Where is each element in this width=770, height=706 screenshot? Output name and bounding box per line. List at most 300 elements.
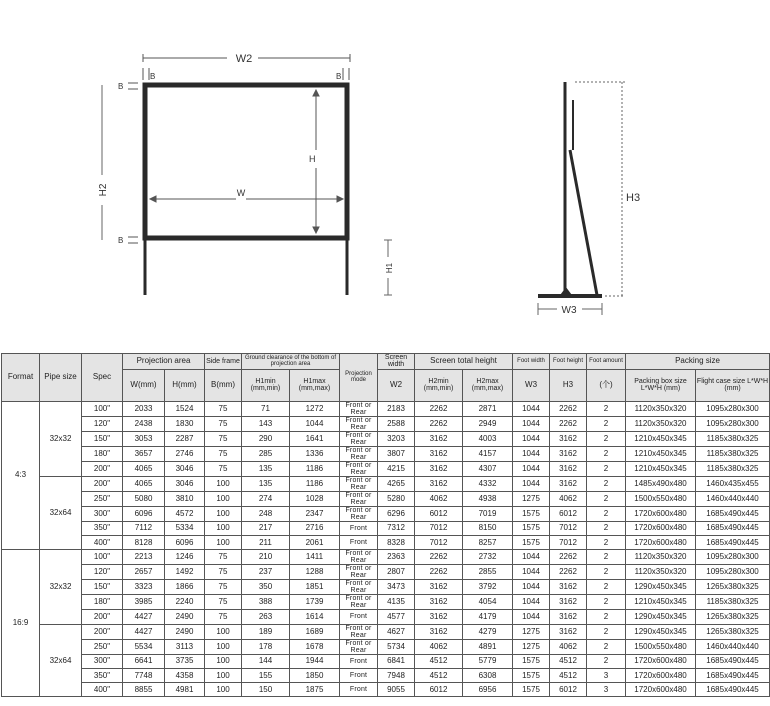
screen-dimension-diagram xyxy=(0,0,760,350)
table-cell: Front or Rear xyxy=(340,431,378,446)
table-cell: 135 xyxy=(242,461,290,476)
table-cell: 2 xyxy=(587,565,626,580)
table-cell: 2949 xyxy=(463,416,513,431)
table-cell: 200" xyxy=(82,476,123,491)
table-cell: 250" xyxy=(82,639,123,654)
table-cell: 4062 xyxy=(415,639,463,654)
table-cell: 2262 xyxy=(550,416,587,431)
table-cell: 1044 xyxy=(513,580,550,595)
table-cell: 1575 xyxy=(513,683,550,697)
header-unit: (个) xyxy=(587,369,626,401)
table-cell: 2 xyxy=(587,401,626,416)
table-cell: 2871 xyxy=(463,401,513,416)
w2-label: W2 xyxy=(235,53,253,65)
table-body xyxy=(2,401,770,697)
header-h-mm: H(mm) xyxy=(165,369,205,401)
table-cell: 100 xyxy=(205,476,242,491)
table-cell: 7012 xyxy=(550,535,587,549)
header-h1min: H1min (mm,min) xyxy=(242,369,290,401)
table-cell: 4062 xyxy=(415,491,463,506)
table-cell: 150" xyxy=(82,580,123,595)
table-cell: 3162 xyxy=(550,461,587,476)
table-row xyxy=(2,565,770,580)
table-cell: 1120x350x320 xyxy=(626,416,696,431)
table-cell: 150 xyxy=(242,683,290,697)
table-cell: 1875 xyxy=(290,683,340,697)
table-cell: 2061 xyxy=(290,535,340,549)
table-cell: 1210x450x345 xyxy=(626,431,696,446)
table-cell: 3203 xyxy=(378,431,415,446)
header-packing-box: Packing box size L*W*H (mm) xyxy=(626,369,696,401)
table-cell: 400" xyxy=(82,535,123,549)
table-row xyxy=(2,476,770,491)
table-cell: 2213 xyxy=(123,550,165,565)
table-cell: 4512 xyxy=(415,668,463,682)
table-cell: 4891 xyxy=(463,639,513,654)
table-cell: 8855 xyxy=(123,683,165,697)
table-cell: 2 xyxy=(587,446,626,461)
table-cell: 4358 xyxy=(165,668,205,682)
b-label-top-right: B xyxy=(336,72,342,81)
b-label-top-left: B xyxy=(150,72,156,81)
table-row xyxy=(2,431,770,446)
table-cell: 8150 xyxy=(463,521,513,535)
h3-label: H3 xyxy=(626,192,641,204)
b-label-side-top: B xyxy=(118,82,124,91)
table-cell: Front or Rear xyxy=(340,506,378,521)
header-foot-width: Foot width xyxy=(513,354,550,370)
table-row xyxy=(2,624,770,639)
table-cell: 285 xyxy=(242,446,290,461)
table-cell: 237 xyxy=(242,565,290,580)
table-cell: Front or Rear xyxy=(340,550,378,565)
table-row xyxy=(2,491,770,506)
table-cell: 75 xyxy=(205,461,242,476)
table-cell: 8257 xyxy=(463,535,513,549)
table-cell: 135 xyxy=(242,476,290,491)
table-cell: 210 xyxy=(242,550,290,565)
pipe-size-cell: 32x32 xyxy=(40,401,82,476)
table-cell: 120" xyxy=(82,565,123,580)
table-row xyxy=(2,639,770,654)
table-cell: 4307 xyxy=(463,461,513,476)
table-cell: Front or Rear xyxy=(340,401,378,416)
table-cell: 217 xyxy=(242,521,290,535)
table-cell: 6012 xyxy=(415,683,463,697)
h1-label: H1 xyxy=(385,262,394,274)
table-cell: 2262 xyxy=(415,565,463,580)
table-cell: 6012 xyxy=(415,506,463,521)
table-cell: 4065 xyxy=(123,476,165,491)
table-cell: 1044 xyxy=(513,565,550,580)
pipe-size-cell: 32x64 xyxy=(40,476,82,550)
table-cell: 100 xyxy=(205,506,242,521)
table-cell: 2262 xyxy=(550,565,587,580)
table-cell: 2 xyxy=(587,491,626,506)
table-cell: 200" xyxy=(82,461,123,476)
table-cell: 3113 xyxy=(165,639,205,654)
table-cell: 200" xyxy=(82,624,123,639)
table-row xyxy=(2,550,770,565)
table-cell: 248 xyxy=(242,506,290,521)
table-cell: 1290x450x345 xyxy=(626,610,696,624)
table-cell: 2033 xyxy=(123,401,165,416)
table-cell: 1185x380x325 xyxy=(696,595,770,610)
table-cell: 4512 xyxy=(550,654,587,668)
table-cell: 6012 xyxy=(550,683,587,697)
table-cell: 4938 xyxy=(463,491,513,506)
table-row xyxy=(2,683,770,697)
table-cell: 1720x600x480 xyxy=(626,683,696,697)
table-cell: 2490 xyxy=(165,624,205,639)
table-cell: 1120x350x320 xyxy=(626,401,696,416)
table-cell: 1575 xyxy=(513,654,550,668)
table-row xyxy=(2,595,770,610)
table-cell: 1185x380x325 xyxy=(696,446,770,461)
table-cell: 7312 xyxy=(378,521,415,535)
table-cell: 1210x450x345 xyxy=(626,595,696,610)
table-row xyxy=(2,506,770,521)
table-cell: 3162 xyxy=(415,446,463,461)
header-w3: W3 xyxy=(513,369,550,401)
table-cell: 1492 xyxy=(165,565,205,580)
table-cell: 2262 xyxy=(550,401,587,416)
w-label: W xyxy=(236,188,246,198)
table-cell: 3046 xyxy=(165,461,205,476)
table-cell: 1044 xyxy=(513,461,550,476)
table-cell: Front or Rear xyxy=(340,461,378,476)
table-cell: 1120x350x320 xyxy=(626,550,696,565)
table-cell: 2588 xyxy=(378,416,415,431)
table-cell: 120" xyxy=(82,416,123,431)
table-cell: 3046 xyxy=(165,476,205,491)
table-row xyxy=(2,610,770,624)
table-cell: 1185x380x325 xyxy=(696,431,770,446)
table-cell: 1641 xyxy=(290,431,340,446)
table-cell: 1411 xyxy=(290,550,340,565)
table-cell: 300" xyxy=(82,654,123,668)
table-cell: 4135 xyxy=(378,595,415,610)
table-cell: 1851 xyxy=(290,580,340,595)
table-cell: 7748 xyxy=(123,668,165,682)
table-cell: 2262 xyxy=(415,550,463,565)
table-cell: 2 xyxy=(587,431,626,446)
table-cell: 100" xyxy=(82,401,123,416)
table-cell: 2807 xyxy=(378,565,415,580)
table-cell: 7948 xyxy=(378,668,415,682)
header-screen-width: Screen width xyxy=(378,354,415,370)
table-cell: 1290x450x345 xyxy=(626,580,696,595)
table-cell: 6308 xyxy=(463,668,513,682)
header-h2max: H2max (mm,max) xyxy=(463,369,513,401)
table-cell: 1830 xyxy=(165,416,205,431)
table-cell: 4427 xyxy=(123,624,165,639)
table-cell: 75 xyxy=(205,580,242,595)
table-cell: 75 xyxy=(205,416,242,431)
table-cell: 5334 xyxy=(165,521,205,535)
table-cell: 1685x490x445 xyxy=(696,683,770,697)
table-cell: 2 xyxy=(587,476,626,491)
table-cell: 388 xyxy=(242,595,290,610)
h2-label: H2 xyxy=(98,183,109,197)
table-cell: 1500x550x480 xyxy=(626,491,696,506)
table-cell: 1095x280x300 xyxy=(696,401,770,416)
table-cell: 100 xyxy=(205,535,242,549)
table-cell: 4215 xyxy=(378,461,415,476)
table-row xyxy=(2,535,770,549)
w-dimension xyxy=(150,196,343,202)
table-cell: 1044 xyxy=(513,446,550,461)
table-cell: Front or Rear xyxy=(340,595,378,610)
h3-dimension xyxy=(575,82,625,296)
table-cell: 3162 xyxy=(550,431,587,446)
table-row xyxy=(2,401,770,416)
table-cell: 3810 xyxy=(165,491,205,506)
table-cell: 5534 xyxy=(123,639,165,654)
table-cell: 180" xyxy=(82,595,123,610)
spec-table xyxy=(1,353,770,697)
table-cell: 2240 xyxy=(165,595,205,610)
table-cell: 1044 xyxy=(290,416,340,431)
table-cell: 75 xyxy=(205,565,242,580)
table-cell: 5280 xyxy=(378,491,415,506)
table-cell: 1720x600x480 xyxy=(626,654,696,668)
table-cell: Front or Rear xyxy=(340,580,378,595)
table-cell: 1095x280x300 xyxy=(696,550,770,565)
pipe-size-cell: 32x32 xyxy=(40,550,82,624)
table-cell: 1720x600x480 xyxy=(626,668,696,682)
table-row xyxy=(2,461,770,476)
table-cell: 2183 xyxy=(378,401,415,416)
table-cell: 2 xyxy=(587,416,626,431)
table-cell: 2490 xyxy=(165,610,205,624)
header-foot-height: Foot height xyxy=(550,354,587,370)
table-cell: 189 xyxy=(242,624,290,639)
screen-legs xyxy=(145,238,347,295)
table-cell: 1265x380x325 xyxy=(696,610,770,624)
table-cell: 350" xyxy=(82,668,123,682)
table-cell: 4572 xyxy=(165,506,205,521)
table-cell: 3792 xyxy=(463,580,513,595)
table-cell: 4062 xyxy=(550,639,587,654)
table-cell: 1120x350x320 xyxy=(626,565,696,580)
table-cell: 290 xyxy=(242,431,290,446)
table-cell: 4179 xyxy=(463,610,513,624)
table-cell: 180" xyxy=(82,446,123,461)
table-cell: 1044 xyxy=(513,416,550,431)
table-cell: 178 xyxy=(242,639,290,654)
table-cell: 2732 xyxy=(463,550,513,565)
table-cell: 1044 xyxy=(513,401,550,416)
table-cell: 1275 xyxy=(513,491,550,506)
table-cell: 4279 xyxy=(463,624,513,639)
table-cell: 5779 xyxy=(463,654,513,668)
table-cell: 3162 xyxy=(415,610,463,624)
table-row xyxy=(2,668,770,682)
table-cell: 2716 xyxy=(290,521,340,535)
table-cell: 1044 xyxy=(513,476,550,491)
table-cell: 2746 xyxy=(165,446,205,461)
table-cell: 75 xyxy=(205,431,242,446)
table-cell: 2 xyxy=(587,654,626,668)
table-cell: 1614 xyxy=(290,610,340,624)
side-view-stand xyxy=(538,82,602,296)
table-cell: Front or Rear xyxy=(340,624,378,639)
table-cell: 1265x380x325 xyxy=(696,624,770,639)
table-cell: 1265x380x325 xyxy=(696,580,770,595)
table-cell: 100 xyxy=(205,654,242,668)
table-cell: 4332 xyxy=(463,476,513,491)
table-cell: 3162 xyxy=(550,610,587,624)
table-cell: 3 xyxy=(587,683,626,697)
table-cell: 4981 xyxy=(165,683,205,697)
table-cell: 1185x380x325 xyxy=(696,461,770,476)
table-cell: 1685x490x445 xyxy=(696,668,770,682)
table-cell: 1044 xyxy=(513,595,550,610)
table-cell: 100 xyxy=(205,624,242,639)
header-projection-area: Projection area xyxy=(123,354,205,370)
table-cell: Front or Rear xyxy=(340,476,378,491)
table-cell: 1290x450x345 xyxy=(626,624,696,639)
table-cell: 75 xyxy=(205,446,242,461)
table-cell: 7012 xyxy=(415,535,463,549)
w3-label: W3 xyxy=(561,305,577,316)
table-cell: Front or Rear xyxy=(340,565,378,580)
table-cell: 1044 xyxy=(513,431,550,446)
header-format: Format xyxy=(2,354,40,402)
header-packing-size: Packing size xyxy=(626,354,770,370)
table-cell: Front or Rear xyxy=(340,416,378,431)
table-cell: 3735 xyxy=(165,654,205,668)
table-cell: 3162 xyxy=(550,580,587,595)
table-cell: 5080 xyxy=(123,491,165,506)
table-row xyxy=(2,416,770,431)
format-cell: 4:3 xyxy=(2,401,40,550)
table-cell: 2 xyxy=(587,624,626,639)
table-cell: 4427 xyxy=(123,610,165,624)
table-cell: 1500x550x480 xyxy=(626,639,696,654)
table-cell: 2287 xyxy=(165,431,205,446)
table-cell: 1186 xyxy=(290,461,340,476)
table-cell: 100 xyxy=(205,683,242,697)
table-cell: 2855 xyxy=(463,565,513,580)
header-ground-clearance: Ground clearance of the bottom of projection area xyxy=(242,354,340,370)
table-row xyxy=(2,580,770,595)
table-cell: 6296 xyxy=(378,506,415,521)
table-cell: 7019 xyxy=(463,506,513,521)
table-cell: 1944 xyxy=(290,654,340,668)
h-label: H xyxy=(309,154,316,164)
table-cell: 1246 xyxy=(165,550,205,565)
table-cell: 3807 xyxy=(378,446,415,461)
table-cell: 2262 xyxy=(415,401,463,416)
table-cell: 4512 xyxy=(550,668,587,682)
table-cell: 4512 xyxy=(415,654,463,668)
table-cell: 1685x490x445 xyxy=(696,506,770,521)
table-cell: 200" xyxy=(82,610,123,624)
table-cell: 1685x490x445 xyxy=(696,535,770,549)
table-cell: 6012 xyxy=(550,506,587,521)
table-cell: 2438 xyxy=(123,416,165,431)
table-cell: 3162 xyxy=(415,580,463,595)
table-cell: Front or Rear xyxy=(340,491,378,506)
table-cell: 100 xyxy=(205,491,242,506)
table-cell: 75 xyxy=(205,595,242,610)
table-header xyxy=(2,354,770,402)
table-cell: 2657 xyxy=(123,565,165,580)
table-cell: 9055 xyxy=(378,683,415,697)
table-cell: 1575 xyxy=(513,521,550,535)
b-label-side-bottom: B xyxy=(118,236,124,245)
table-cell: 7112 xyxy=(123,521,165,535)
table-cell: 1028 xyxy=(290,491,340,506)
table-cell: 4577 xyxy=(378,610,415,624)
table-cell: 274 xyxy=(242,491,290,506)
table-cell: 1210x450x345 xyxy=(626,461,696,476)
table-cell: 250" xyxy=(82,491,123,506)
table-cell: 263 xyxy=(242,610,290,624)
table-cell: 1575 xyxy=(513,535,550,549)
table-cell: 155 xyxy=(242,668,290,682)
table-cell: 7012 xyxy=(550,521,587,535)
table-cell: 350" xyxy=(82,521,123,535)
table-cell: 1095x280x300 xyxy=(696,416,770,431)
table-cell: 2 xyxy=(587,535,626,549)
table-cell: 1720x600x480 xyxy=(626,506,696,521)
table-cell: 150" xyxy=(82,431,123,446)
header-projection-mode: Projection mode xyxy=(340,354,378,402)
table-cell: 1210x450x345 xyxy=(626,446,696,461)
table-cell: 1272 xyxy=(290,401,340,416)
table-cell: 2 xyxy=(587,639,626,654)
table-cell: 100 xyxy=(205,521,242,535)
table-cell: Front or Rear xyxy=(340,446,378,461)
table-cell: 1186 xyxy=(290,476,340,491)
header-side-frame: Side frame xyxy=(205,354,242,370)
table-cell: 75 xyxy=(205,610,242,624)
table-cell: 350 xyxy=(242,580,290,595)
table-cell: 6841 xyxy=(378,654,415,668)
table-cell: 4062 xyxy=(550,491,587,506)
table-cell: 1685x490x445 xyxy=(696,654,770,668)
table-cell: 3162 xyxy=(550,595,587,610)
header-screen-total-height: Screen total height xyxy=(415,354,513,370)
table-cell: Front xyxy=(340,521,378,535)
table-cell: 400" xyxy=(82,683,123,697)
pipe-size-cell: 32x64 xyxy=(40,624,82,697)
table-cell: 1288 xyxy=(290,565,340,580)
table-cell: 1739 xyxy=(290,595,340,610)
table-cell: 1336 xyxy=(290,446,340,461)
table-cell: 1095x280x300 xyxy=(696,565,770,580)
table-cell: 1866 xyxy=(165,580,205,595)
table-cell: 2262 xyxy=(550,550,587,565)
table-cell: 1460x435x455 xyxy=(696,476,770,491)
header-flight-case: Flight case size L*W*H (mm) xyxy=(696,369,770,401)
table-cell: 2363 xyxy=(378,550,415,565)
table-cell: 144 xyxy=(242,654,290,668)
header-h2min: H2min (mm,min) xyxy=(415,369,463,401)
table-cell: 2 xyxy=(587,461,626,476)
header-w2: W2 xyxy=(378,369,415,401)
table-cell: 3657 xyxy=(123,446,165,461)
table-cell: 1460x440x440 xyxy=(696,639,770,654)
header-w-mm: W(mm) xyxy=(123,369,165,401)
table-cell: Front or Rear xyxy=(340,639,378,654)
header-foot-amount: Foot amount xyxy=(587,354,626,370)
table-cell: 3162 xyxy=(415,624,463,639)
table-cell: 100 xyxy=(205,639,242,654)
